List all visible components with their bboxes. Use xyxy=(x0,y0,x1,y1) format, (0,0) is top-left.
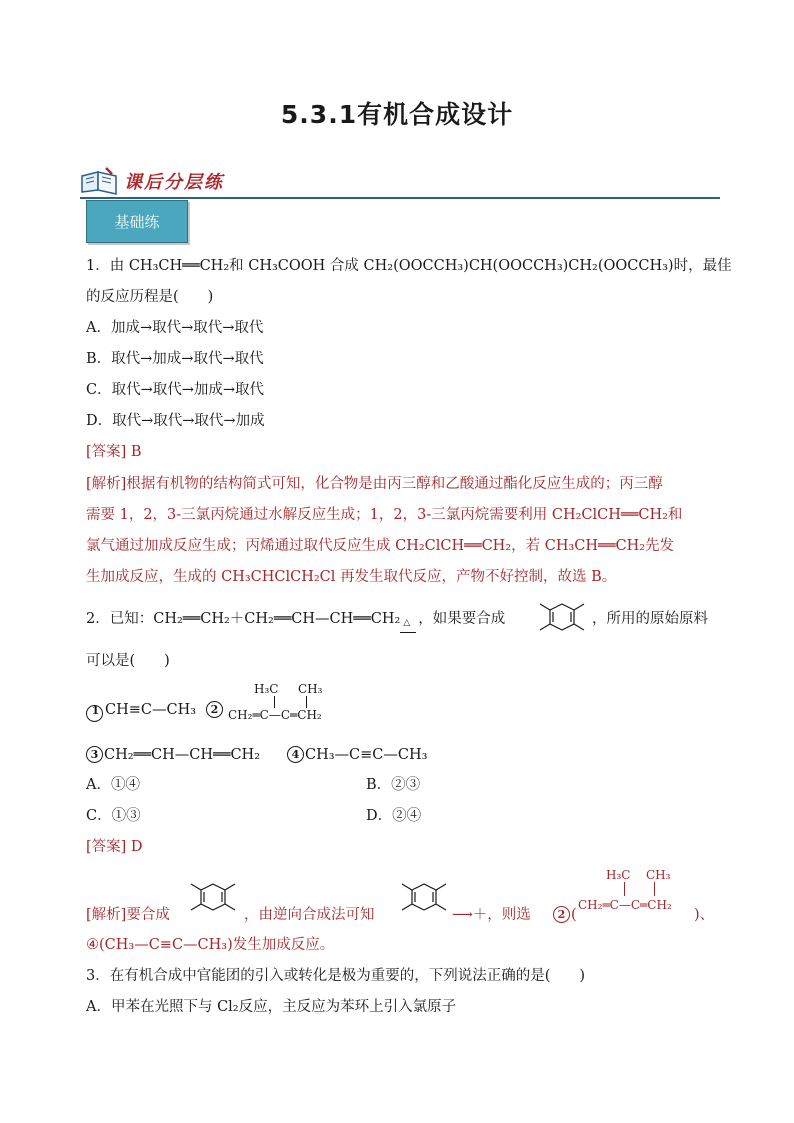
q2-stem-text: ，如果要合成 xyxy=(418,611,506,627)
q1-analysis-line-1: [解析]根据有机物的结构简式可知，化合物是由丙三醇和乙酸通过酯化反应生成的；丙三醇 xyxy=(86,476,663,492)
q2-item-2-marker: 2 xyxy=(206,700,224,720)
q1-stem-line-1: 1．由 CH₃CH══CH₂和 CH₃COOH 合成 CH₂(OOCCH₃)CH(OOCCH₃)CH₂(OOCCH₃)时，最佳 xyxy=(86,258,732,274)
q2-analysis-line-2: ④(CH₃—C≡C—CH₃)发生加成反应。 xyxy=(86,937,335,953)
q3-stem: 3．在有机合成中官能团的引入或转化是极为重要的，下列说法正确的是( ) xyxy=(86,968,586,984)
q2-analysis-part-3: ⟶＋，则选 xyxy=(452,907,531,923)
section-label: 课后分层练 xyxy=(124,172,224,193)
q2-options-row-1 xyxy=(86,775,421,795)
q1-analysis-line-2: 需要 1，2，3-三氯丙烷通过水解反应生成；1，2，3-三氯丙烷需要利用 CH₂ClCH══CH₂和 xyxy=(86,507,683,523)
q2-item-3: 3 CH₂══CH—CH══CH₂ xyxy=(86,745,260,765)
q1-option-a: A．加成→取代→取代→取代 xyxy=(86,320,264,336)
q2-analysis-part-2: ，由逆向合成法可知 xyxy=(244,907,375,923)
q1-analysis-line-3: 氯气通过加成反应生成；丙烯通过取代反应生成 CH₂ClCH══CH₂，若 CH₃CH══CH₂先发 xyxy=(86,538,675,554)
item-4-formula: CH₃—C≡C—CH₃ xyxy=(305,747,428,763)
q2-item-4: 4 CH₃—C≡C—CH₃ xyxy=(287,745,427,765)
q1-option-b: B．取代→加成→取代→取代 xyxy=(86,351,264,367)
q2-options-row-2 xyxy=(86,806,422,826)
analysis-item-2-structure: H₃C CH₃ CH₂═C—C═CH₂ xyxy=(578,868,672,912)
page-title: 5.3.1有机合成设计 xyxy=(280,100,514,129)
q1-analysis-line-4: 生加成反应，生成的 CH₃CHClCH₂Cl 再发生取代反应，产物不好控制，故选 B。 xyxy=(86,569,617,585)
analysis-target-structure xyxy=(185,876,241,920)
q2-analysis-part-1: [解析]要合成 xyxy=(86,907,170,923)
item-2-chain: CH₂═C—C═CH₂ xyxy=(228,708,322,722)
retrosynthesis-structure xyxy=(396,876,452,920)
q1-answer: [答案] B xyxy=(86,444,142,460)
book-icon xyxy=(78,166,122,198)
item-2-ch3: CH₃ xyxy=(298,682,323,696)
heat-symbol: △ xyxy=(403,618,411,628)
q2-stem-line-1 xyxy=(86,609,505,629)
q2-analysis-part-5: )、 xyxy=(694,907,715,923)
q2-option-d: D．②④ xyxy=(366,808,422,824)
item-3-formula: CH₂══CH—CH══CH₂ xyxy=(104,747,261,763)
q2-analysis-part-4: 2 ( xyxy=(553,905,577,925)
q2-item-1: 1 CH≡C—CH₃ xyxy=(86,700,196,722)
target-molecule-structure xyxy=(534,596,590,640)
q1-option-c: C．取代→取代→加成→取代 xyxy=(86,382,265,398)
section-divider xyxy=(80,197,720,199)
q3-option-a: A．甲苯在光照下与 Cl₂反应，主反应为苯环上引入氯原子 xyxy=(86,999,457,1015)
q2-stem-line-2: 可以是( ) xyxy=(86,653,170,669)
q2-option-a: A．①④ xyxy=(86,777,140,793)
q2-item-2-structure xyxy=(228,682,358,722)
item-2-h3c: H₃C xyxy=(254,682,279,696)
q2-option-c: C．①③ xyxy=(86,808,141,824)
q2-answer: [答案] D xyxy=(86,839,143,855)
q1-stem-line-2: 的反应历程是( ) xyxy=(86,289,214,305)
q2-stem-line-1-tail: ，所用的原始原料 xyxy=(592,611,708,627)
q2-reaction: 2．已知：CH₂══CH₂＋CH₂══CH—CH══CH₂ xyxy=(86,611,401,627)
item-1-formula: CH≡C—CH₃ xyxy=(105,702,197,718)
q1-option-d: D．取代→取代→取代→加成 xyxy=(86,413,265,429)
basic-exercise-tag: 基础练 xyxy=(86,200,188,243)
q2-option-b: B．②③ xyxy=(366,777,421,793)
